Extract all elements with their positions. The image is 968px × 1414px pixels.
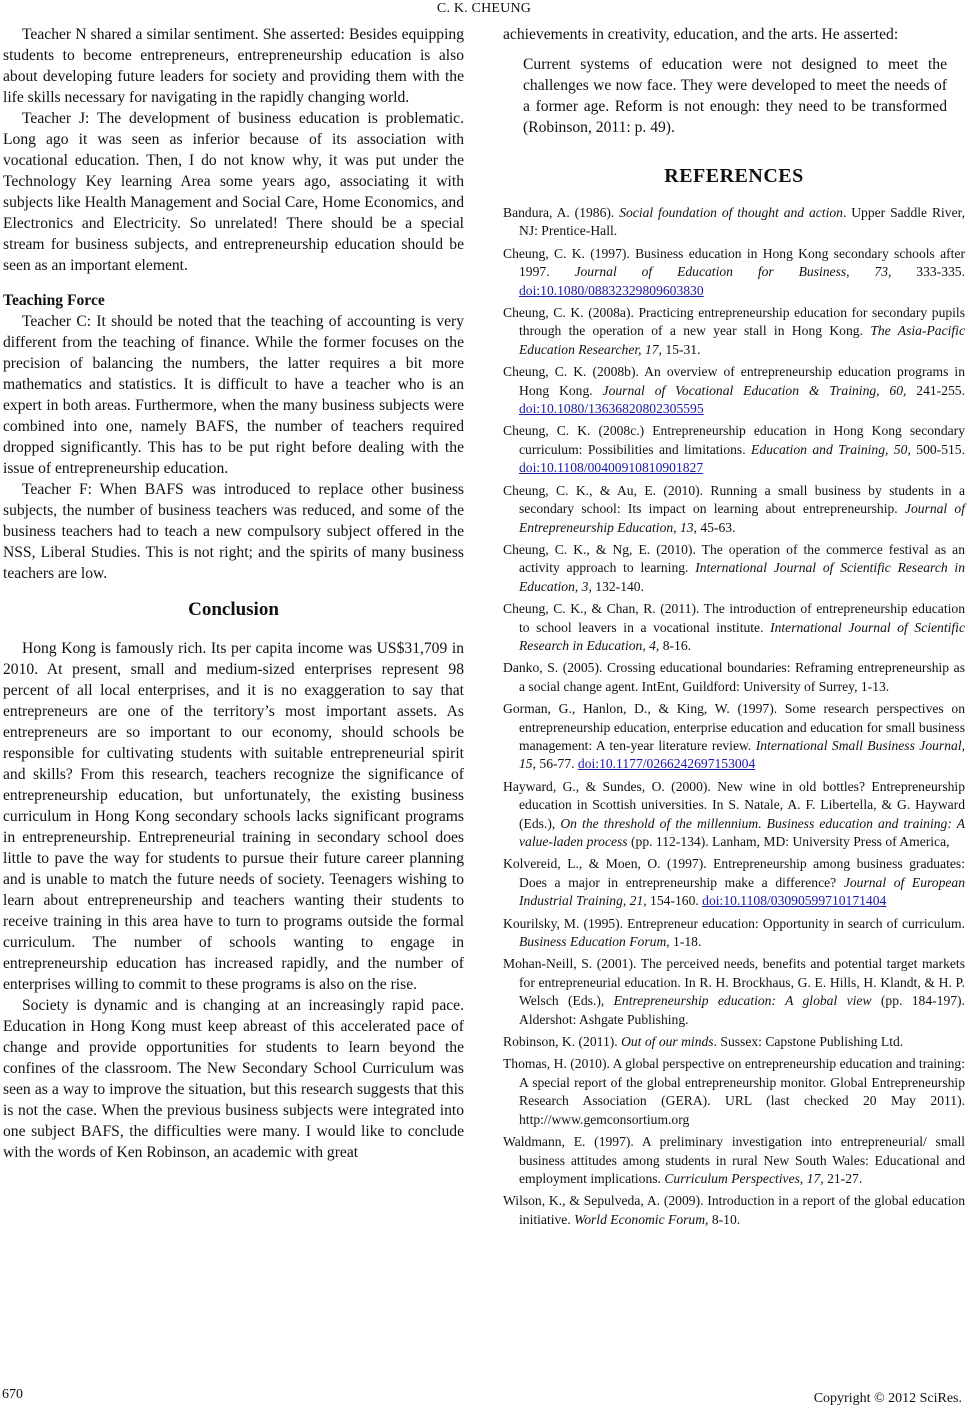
doi-link[interactable]: doi:10.1108/00400910810901827 [519, 460, 704, 476]
paragraph-teacher-c: Teacher C: It should be noted that the teaching of accounting is very different from the teaching of finance. While the former focuses on the precision of balancing the numbers, the latter requires a bit more mathematics and statistics. It is difficult to have a teacher who is an expert in both areas. Furthermore, when the many business subjects were combined into one, namely BAFS, the number of teachers required dropped significantly. This has to be put right before dealing with the issue of entrepreneurship education. [3, 313, 464, 477]
reference-text: (pp. 112-134). Lanham, MD: University Press of America, [627, 834, 950, 849]
reference-text: Cheung, C. K., & Ng, E. (2010). The operation of the commerce festival as an activity approach to learning. [503, 541, 965, 576]
reference-text: . Sussex: Capstone Publishing Ltd. [713, 1034, 904, 1050]
reference-text: Kourilsky, M. (1995). Entrepreneur education: Opportunity in search of curriculum. [503, 915, 965, 931]
reference-item [503, 541, 965, 596]
reference-source: Entrepreneurship education: A global view [613, 993, 872, 1009]
reference-source: Curriculum Perspectives [664, 1170, 800, 1186]
reference-text: . Upper Saddle River, NJ: Prentice-Hall. [519, 205, 966, 239]
heading-conclusion: Conclusion [188, 599, 279, 620]
reference-source: Education and Training, 50, [751, 441, 911, 457]
reference-text: 21-27. [823, 1170, 863, 1186]
reference-text: Cheung, C. K. (2008b). An overview of entrepreneurship education programs in Hong Kong. [503, 364, 965, 398]
reference-text: 1-18. [669, 934, 702, 950]
reference-text: 132-140. [591, 578, 644, 594]
paragraph-conclusion-1: Hong Kong is famously rich. Its per capita income was US$31,709 in 2010. At present, small and medium-sized enterprises represent 98 percent of all local enterprises, and it is no exaggeration to say that entrepreneurs are one of the territory’s most important assets. As entrepreneurs are so important to our economy, should schools be responsible for cultivating students with suitable entrepreneurial spirit and skills? From this research, teachers recognize the significance of entrepreneurship education, but unfortunately, the existing business curriculum in Hong Kong secondary schools lacks significant programs in entrepreneurship. Entrepreneurial training in secondary school does little to pave the way for students to pursue their future career planning and is unable to match the future needs of society. Teenagers wishing to learn about entrepreneurship and teachers wanting their students to receive training in this area have to turn to programs outside the formal curriculum. The number of schools wanting to engage in entrepreneurship education has increased rapidly, and the number of enterprises willing to commit to these programs is also on the rise. [3, 640, 464, 993]
reference-source: International Journal of Scientific Research in Education, 3, [519, 560, 966, 594]
reference-source: Journal of Vocational Education & Training, 60, [602, 382, 907, 398]
reference-text: Wilson, K., & Sepulveda, A. (2009). Introduction in a report of the global education initiative. [503, 1193, 965, 1227]
reference-text: Waldmann, E. (1997). A preliminary investigation into entrepreneurial/ small business attitudes among students in rural New South Wales: Educational and employment implications. [503, 1134, 965, 1186]
reference-text: Thomas, H. (2010). A global perspective on entrepreneurship education and training: A special report of the global entrepreneurship monitor. Global Entrepreneurship Research Association (GERA). URL (last checked 20 May 2011). http://www.gemconsortium.org [503, 1056, 965, 1127]
reference-text: Cheung, C. K. (1997). Business education in Hong Kong secondary schools after 1997. [503, 245, 965, 280]
paragraph-teacher-n: Teacher N shared a similar sentiment. She asserted: Besides equipping students to become entrepreneurs, entrepreneurship education is also about developing future leaders for society and providing them with the life skills necessary for navigating in the rapidly changing world. [3, 26, 464, 106]
reference-text: 45-63. [696, 519, 736, 535]
reference-source: Journal of Education for Business, 73, [574, 264, 892, 280]
reference-source: On the threshold of the millennium. Business education and training: A value-laden process [519, 815, 965, 849]
reference-item [503, 700, 965, 774]
reference-source: International Small Business Journal, 15, [519, 737, 965, 772]
reference-source: World Economic Forum, [574, 1211, 709, 1227]
reference-source: Out of our minds [621, 1034, 714, 1050]
reference-source: International Journal of Scientific Research in Education, 4, [519, 619, 965, 653]
reference-item [503, 363, 965, 418]
page-number: 670 [2, 1387, 23, 1402]
reference-text: (pp. 184-197). Aldershot: Ashgate Publishing. [519, 993, 965, 1027]
reference-item [503, 1192, 965, 1229]
reference-item [503, 915, 965, 952]
reference-item [503, 778, 965, 852]
reference-item [503, 955, 965, 1029]
reference-text: 8-16. [659, 637, 692, 653]
reference-item [503, 659, 965, 696]
reference-item [503, 245, 965, 300]
reference-text: 8-10. [708, 1211, 741, 1227]
reference-item [503, 304, 965, 359]
reference-source: The Asia-Pacific Education Researcher, 17, [519, 323, 965, 357]
reference-source: Journal of European Industrial Training, 21, [519, 874, 965, 909]
reference-item [503, 1033, 965, 1051]
reference-item [503, 855, 965, 910]
block-quote: Current systems of education were not designed to meet the challenges we now face. They were developed to meet the needs of a former age. Reform is not enough: they need to be transformed (Robinson, 2011: p. 49). [523, 56, 947, 136]
reference-item [503, 204, 965, 241]
reference-item [503, 600, 965, 655]
reference-text: Gorman, G., Hanlon, D., & King, W. (1997). Some research perspectives on entrepreneurship education, enterprise education and education for small business management: A ten-year literature review. [503, 701, 965, 753]
reference-text: Bandura, A. (1986). [503, 205, 620, 220]
reference-text: Cheung, C. K., & Au, E. (2010). Running a small business by students in a secondary school: Its impact on learning about entrepreneurship. [503, 482, 965, 517]
reference-text: Cheung, C. K. (2008a). Practicing entrepreneurship education for secondary pupils through the operation of a new year stall in Hong Kong. [503, 305, 965, 339]
left-column [3, 24, 464, 1163]
reference-text: 154-160. [646, 893, 703, 909]
doi-link[interactable]: doi:10.1080/13636820802305595 [519, 401, 704, 417]
reference-text: Cheung, C. K., & Chan, R. (2011). The introduction of entrepreneurship education to school leavers in a vocational institute. [503, 601, 965, 635]
reference-source: Journal of Entrepreneurship Education, 13, [519, 501, 966, 535]
reference-text: Hayward, G., & Sundes, O. (2000). New wine in old bottles? Entrepreneurship education in Scottish universities. In S. Natale, A. F. Libertella, & G. Hayward (Eds.), [503, 778, 965, 831]
paragraph-conclusion-2: Society is dynamic and is changing at an increasingly rapid pace. Education in Hong Kong must keep abreast of this accelerated pace of change and provide opportunities for students to learn beyond the confines of the classroom. The New Secondary School Curriculum was seen as a way to improve the situation, but this research suggests that this is not the case. When the previous business subjects were integrated into one subject BAFS, the difficulties were many. I would like to conclude with the words of Ken Robinson, an academic with great [3, 997, 464, 1161]
right-column [503, 24, 965, 1233]
reference-source: Social foundation of thought and action [619, 205, 843, 220]
heading-references: REFERENCES [664, 165, 804, 187]
reference-text: 500-515. [910, 441, 965, 457]
doi-link[interactable]: doi:10.1177/0266242697153004 [577, 756, 756, 772]
reference-text: Kolvereid, L., & Moen, O. (1997). Entrepreneurship among business graduates: Does a major in entrepreneurship make a difference? [503, 856, 965, 890]
paragraph-teacher-f: Teacher F: When BAFS was introduced to replace other business subjects, the number of business teachers was reduced, and some of the business teachers had to teach a new compulsory subject offered in the NSS, Liberal Studies. This is not right; and the spirits of many business teachers are low. [3, 481, 464, 582]
reference-item [503, 1055, 965, 1129]
copyright-notice: Copyright © 2012 SciRes. [813, 1391, 962, 1406]
reference-item [503, 422, 965, 477]
reference-text: , [799, 1170, 807, 1186]
reference-text: 56-77. [536, 756, 578, 772]
reference-item [503, 482, 965, 537]
reference-list [503, 204, 965, 1229]
reference-text: Cheung, C. K. (2008c.) Entrepreneurship education in Hong Kong secondary curriculum: Possibilities and limitations. [503, 423, 965, 457]
heading-teaching-force: Teaching Force [3, 292, 105, 309]
reference-text: Mohan-Neill, S. (2001). The perceived needs, benefits and potential target markets for entrepreneurial education. In R. H. Brockhaus, G. E. Hills, H. Klandt, & H. P. Welsch (Eds.), [503, 956, 965, 1009]
reference-text: 241-255. [906, 382, 965, 398]
reference-text: 333-335. [891, 264, 966, 280]
reference-text: Danko, S. (2005). Crossing educational boundaries: Reframing entrepreneurship as a social change agent. IntEnt, Guildford: University of Surrey, 1-13. [503, 660, 965, 694]
paragraph-continued: achievements in creativity, education, and the arts. He asserted: [503, 26, 899, 43]
running-head: C. K. CHEUNG [436, 1, 532, 16]
reference-text: Robinson, K. (2011). [503, 1034, 622, 1050]
reference-item [503, 1133, 965, 1188]
doi-link[interactable]: doi:10.1080/08832329809603830 [519, 282, 704, 298]
reference-source: Business Education Forum, [519, 934, 670, 950]
reference-volume: 17, [806, 1170, 824, 1186]
doi-link[interactable]: doi:10.1108/03090599710171404 [702, 893, 887, 909]
reference-text: 15-31. [661, 341, 701, 357]
paragraph-teacher-j: Teacher J: The development of business education is problematic. Long ago it was seen as inferior because of its association with vocational education. Then, I do not know why, it was put under the Technology Key learning Area some years ago, associating it with subjects like Health Management and Social Care, Home Economics, and Electronics and Electricity. So unrelated! There should be a special stream for business subjects, and entrepreneurship education should be seen as an important element. [3, 110, 464, 274]
